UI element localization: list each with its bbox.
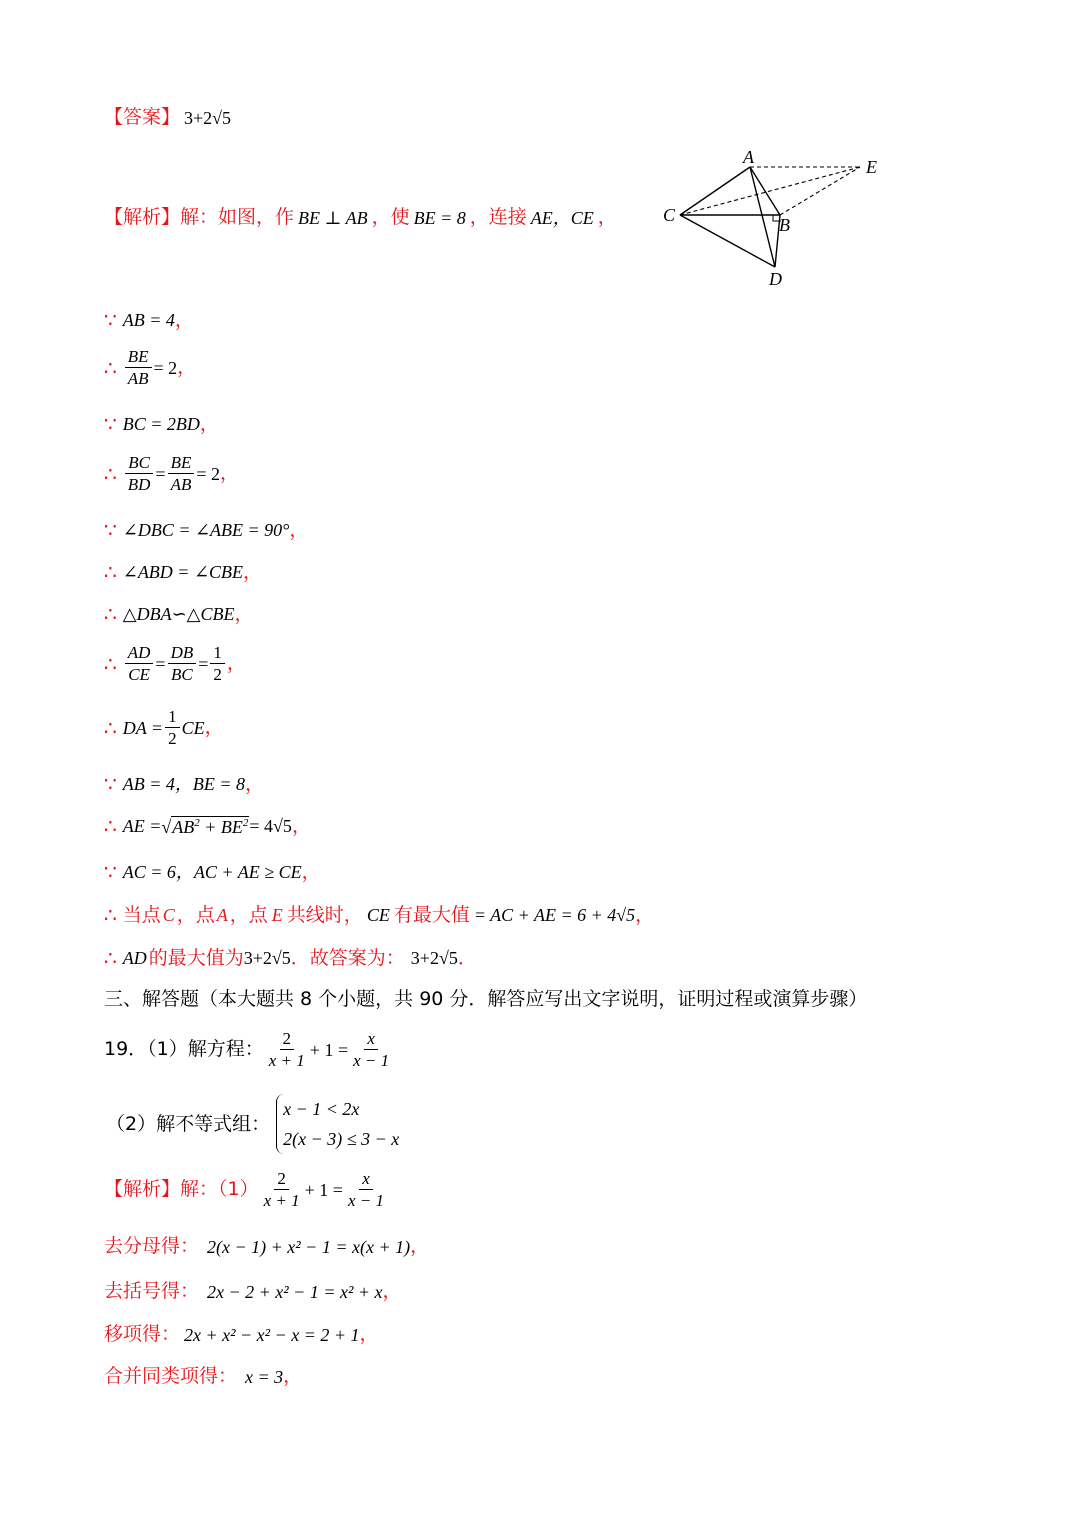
- label-e: E: [866, 157, 877, 177]
- therefore-icon: ∴: [104, 461, 117, 486]
- step-14: ∴ AD 的最大值为 3+2√5 ．故答案为： 3+2√5 ．: [104, 946, 477, 970]
- because-icon: ∵: [104, 412, 117, 436]
- therefore-icon: ∴: [104, 946, 117, 970]
- answer-line: [104, 108, 231, 127]
- because-icon: ∵: [104, 308, 117, 332]
- analysis-cond2: BE = 8: [413, 207, 466, 228]
- step-12: ∵ AC = 6，AC + AE ≥ CE ，: [104, 860, 321, 884]
- step-3-expr: BC = 2BD: [122, 414, 200, 434]
- fraction-2-x1: $\frac{2}{x + 1}$: [263, 1169, 300, 1210]
- step-10-expr: AB = 4，BE = 8: [122, 774, 246, 794]
- fraction-db-bc: $\frac{DB}{BC}$: [168, 644, 197, 683]
- fraction-ad-ce: $\frac{AD}{CE}$: [125, 644, 154, 683]
- analysis-line: [104, 208, 617, 227]
- segment-ce: [680, 167, 860, 215]
- label-a: A: [743, 147, 754, 167]
- step-1-expr: AB = 4: [122, 310, 175, 330]
- step-7-expr: △DBA∽△CBE: [122, 604, 235, 624]
- answer-label: 【答案】: [104, 106, 181, 128]
- label-c: C: [663, 205, 676, 225]
- segment-cd: [680, 215, 775, 267]
- step-11: ∴ AE = √ $AB^2 + BE^2$ = 4√5 ，: [104, 814, 311, 838]
- answer-value: 3+2√5: [184, 107, 232, 128]
- step-9: ∴ DA = $\frac{1}{2}$ CE ，: [104, 707, 224, 748]
- analysis-label: 【解析】: [104, 206, 181, 228]
- step-3: ∵ BC = 2BD ，: [104, 412, 219, 436]
- step-6-expr: ∠ABD = ∠CBE: [122, 562, 244, 582]
- analysis-sep2: ，连接: [469, 206, 527, 228]
- segment-ad: [750, 167, 775, 267]
- therefore-icon: ∴: [104, 651, 117, 676]
- because-icon: ∵: [104, 518, 117, 542]
- fraction-bc-bd: $\frac{BC}{BD}$: [125, 454, 154, 493]
- because-icon: ∵: [104, 860, 117, 884]
- question-19: 19．（1）解方程： $\frac{2}{x + 1}$ + 1 = $\frac{x}{x - 1}$: [104, 1030, 394, 1069]
- step-7: ∴ △DBA∽△CBE ，: [104, 602, 254, 626]
- fraction-x-x1: $\frac{x}{x - 1}$: [353, 1029, 390, 1070]
- step-12-expr: AC = 6，AC + AE ≥ CE: [122, 862, 302, 882]
- step-6: ∴ ∠ABD = ∠CBE ，: [104, 560, 263, 584]
- step-5: ∵ ∠DBC = ∠ABE = 90° ，: [104, 518, 309, 542]
- therefore-icon: ∴: [104, 715, 117, 740]
- fraction-one-half: $\frac{1}{2}$: [210, 644, 225, 683]
- step-2: ∴ $\frac{BE}{AB}$ = 2 ，: [104, 347, 197, 388]
- q19-part2-label: （2）解不等式组：: [106, 1112, 271, 1135]
- step-5-expr: ∠DBC = ∠ABE = 90°: [122, 520, 290, 540]
- fraction-x-x1: $\frac{x}{x - 1}$: [347, 1169, 384, 1210]
- q19-label: 19．（1）解方程：: [104, 1038, 264, 1060]
- therefore-icon: ∴: [104, 602, 117, 626]
- label-d: D: [769, 269, 782, 289]
- because-icon: ∵: [104, 772, 117, 796]
- therefore-icon: ∴: [104, 903, 117, 927]
- solution-step-4: 合并同类项得： x = 3 ，: [104, 1365, 303, 1387]
- fraction-one-half: $\frac{1}{2}$: [165, 708, 180, 747]
- question-19-part2: [106, 1094, 399, 1154]
- solution-step-2: 去括号得： 2x − 2 + x² − 1 = x² + x ，: [104, 1280, 402, 1302]
- step-1: ∵ AB = 4 ，: [104, 308, 194, 332]
- solution-step-1: 去分母得： 2(x − 1) + x² − 1 = x(x + 1) ，: [104, 1235, 430, 1257]
- therefore-icon: ∴: [104, 814, 117, 838]
- analysis-intro: 解：如图，作: [180, 206, 295, 228]
- sqrt-expr: √ $AB^2 + BE^2$: [161, 817, 249, 837]
- geometry-figure: [655, 145, 895, 290]
- solution-intro: 【解析】 解：（1） $\frac{2}{x + 1}$ + 1 = $\frac{x}{x - 1}$: [104, 1170, 389, 1209]
- therefore-icon: ∴: [104, 560, 117, 584]
- segment-ab: [750, 167, 780, 215]
- segment-be: [780, 167, 860, 215]
- inequality-system: x − 1 < 2x 2(x − 3) ≤ 3 − x: [276, 1094, 399, 1154]
- analysis-cond1: BE ⊥ AB: [298, 207, 368, 228]
- step-4: ∴ $\frac{BC}{BD}$ = $\frac{BE}{AB}$ = 2 ，: [104, 453, 240, 494]
- solution-label: 【解析】: [104, 1178, 181, 1200]
- step-13: ∴ 当点 C ，点 A ，点 E 共线时， CE 有最大值 = AC + AE = 6 + 4√5 ，: [104, 903, 655, 927]
- step-8: ∴ $\frac{AD}{CE}$ = $\frac{DB}{BC}$ = $\frac{1}{2}$ ，: [104, 643, 246, 684]
- fraction-be-ab: $\frac{BE}{AB}$: [168, 454, 195, 493]
- step-10: ∵ AB = 4，BE = 8 ，: [104, 772, 265, 796]
- analysis-end: ，: [597, 206, 617, 228]
- fraction-2-x1: $\frac{2}{x + 1}$: [268, 1029, 305, 1070]
- label-b: B: [779, 215, 790, 235]
- therefore-icon: ∴: [104, 355, 117, 380]
- solution-step-3: 移项得： 2x + x² − x² − x = 2 + 1 ，: [104, 1323, 379, 1345]
- fraction-be-ab: $\frac{BE}{AB}$: [125, 348, 152, 387]
- analysis-cond3: AE，CE: [530, 207, 594, 228]
- section-3-title: 三、解答题（本大题共 8 个小题，共 90 分．解答应写出文字说明，证明过程或演算步骤）: [104, 988, 868, 1010]
- analysis-sep1: ，使: [371, 206, 410, 228]
- segment-ca: [680, 167, 750, 215]
